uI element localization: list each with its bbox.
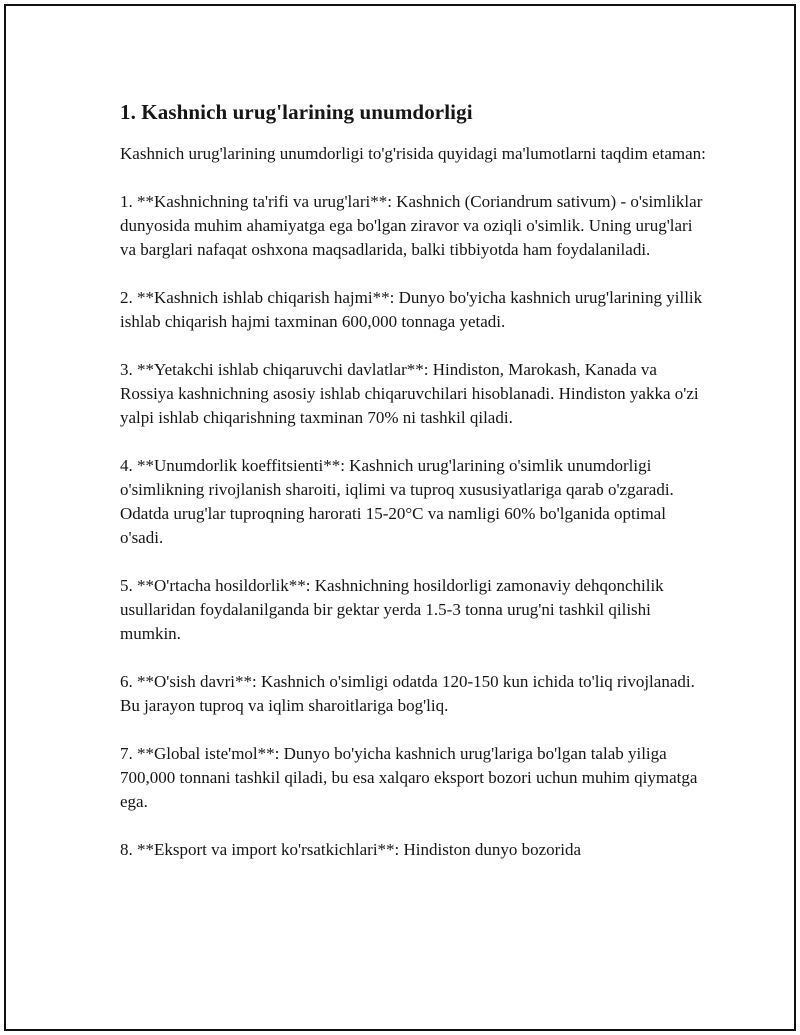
intro-paragraph: Kashnich urug'larining unumdorligi to'g'risida quyidagi ma'lumotlarni taqdim etaman: (120, 144, 706, 163)
paragraph-4: 4. **Unumdorlik koeffitsienti**: Kashnich urug'larining o'simlik unumdorligi o'simlikning rivojlanish sharoiti, iqlimi va tuproq xususiyatlariga qarab o'zgaradi. Odatda urug'lar tuproqning harorati 15-20°C va namligi 60% bo'lganida optimal o'sadi. (120, 456, 674, 547)
document-body (120, 98, 710, 886)
page-frame (4, 4, 796, 1031)
document-title: 1. Kashnich urug'larining unumdorligi (120, 100, 473, 124)
paragraph-8: 8. **Eksport va import ko'rsatkichlari**: Hindiston dunyo bozorida (120, 840, 582, 859)
paragraph-7: 7. **Global iste'mol**: Dunyo bo'yicha kashnich urug'lariga bo'lgan talab yiliga 700,000 tonnani tashkil qiladi, bu esa xalqaro eksport bozori uchun muhim qiymatga ega. (120, 744, 698, 811)
paragraph-3: 3. **Yetakchi ishlab chiqaruvchi davlatlar**: Hindiston, Marokash, Kanada va Rossiya kashnichning asosiy ishlab chiqaruvchilari hisoblanadi. Hindiston yakka o'zi yalpi ishlab chiqarishning taxminan 70% ni tashkil qiladi. (120, 360, 699, 427)
paragraph-1: 1. **Kashnichning ta'rifi va urug'lari**: Kashnich (Coriandrum sativum) - o'simliklar dunyosida muhim ahamiyatga ega bo'lgan ziravor va oziqli o'simlik. Uning urug'lari va barglari nafaqat oshxona maqsadlarida, balki tibbiyotda ham foydalaniladi. (120, 192, 703, 259)
paragraph-2: 2. **Kashnich ishlab chiqarish hajmi**: Dunyo bo'yicha kashnich urug'larining yillik ishlab chiqarish hajmi taxminan 600,000 tonnaga yetadi. (120, 288, 703, 331)
paragraph-5: 5. **O'rtacha hosildorlik**: Kashnichning hosildorligi zamonaviy dehqonchilik usullaridan foydalanilganda bir gektar yerda 1.5-3 tonna urug'ni tashkil qilishi mumkin. (120, 576, 664, 643)
paragraph-6: 6. **O'sish davri**: Kashnich o'simligi odatda 120-150 kun ichida to'liq rivojlanadi. Bu jarayon tuproq va iqlim sharoitlariga bog'liq. (120, 672, 695, 715)
